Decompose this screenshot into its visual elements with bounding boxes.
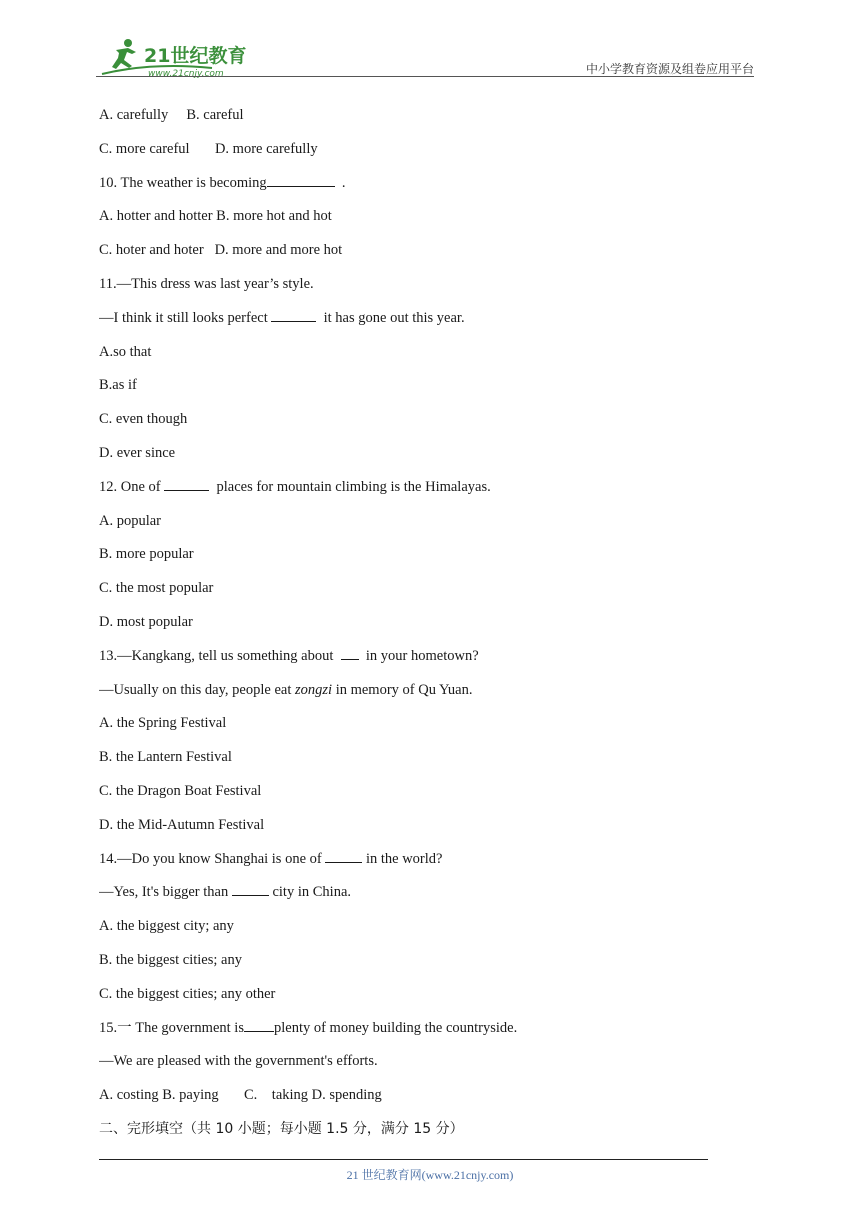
text-line [99,780,759,814]
text-line [99,746,759,780]
text-line [99,949,759,983]
text-segment: —We are pleased with the government's efforts. [99,1053,378,1070]
text-segment: C. even though [99,411,188,428]
text-line [99,104,759,138]
text-segment: A. costing B. paying C. taking D. spending [99,1087,382,1104]
text-line [99,138,759,172]
text-segment: B. the biggest cities; any [99,951,242,968]
text-segment: 15.一 The government is [99,1019,244,1036]
text-segment: A. the biggest city; any [99,918,234,935]
text-segment: C. the most popular [99,580,214,597]
platform-name: 中小学教育资源及组卷应用平台 [585,62,754,76]
text-segment: D. ever since [99,444,176,461]
text-segment: 12. One of [99,478,165,495]
text-segment: in memory of Qu Yuan. [332,681,473,698]
answer-blank [244,1017,274,1032]
logo-url: www.21cnjy.com [148,69,224,79]
text-segment: in your hometown? [358,647,479,664]
text-line [99,1084,759,1118]
text-line [99,577,759,611]
text-segment: A. the Spring Festival [99,715,227,732]
text-line [99,1017,759,1051]
text-line [99,307,759,341]
text-line [99,510,759,544]
text-line [99,915,759,949]
answer-blank [232,881,269,896]
text-line [99,1050,759,1084]
site-logo [92,36,262,80]
question-content [99,104,759,1152]
answer-blank [164,476,209,491]
text-line [99,476,759,510]
section-heading: 二、完形填空（共 10 小题；每小题 1.5 分，满分 15 分） [99,1120,464,1137]
text-line [99,848,759,882]
text-line [99,881,759,915]
text-segment: C. hoter and hoter D. more and more hot [99,242,343,259]
text-segment: 10. The weather is becoming [99,174,267,191]
text-line [99,712,759,746]
text-segment: C. more careful D. more carefully [99,140,318,157]
answer-blank [341,645,359,660]
text-segment: —Yes, It's bigger than [99,884,232,901]
text-line [99,1118,759,1152]
text-segment: B. more popular [99,546,194,563]
text-line [99,239,759,273]
italic-term: zongzi [294,681,333,698]
text-line [99,442,759,476]
text-segment: in the world? [362,850,443,867]
text-segment: —Usually on this day, people eat [99,681,295,698]
text-segment: plenty of money building the countryside. [273,1019,518,1036]
text-segment: 13.—Kangkang, tell us something about [99,647,341,664]
header-divider [96,76,754,77]
text-segment: 14.—Do you know Shanghai is one of [99,850,326,867]
text-line [99,814,759,848]
text-segment: places for mountain climbing is the Himalayas. [209,478,491,495]
logo-text: 21世纪教育 [144,45,247,67]
footer-credit: 21 世纪教育网(www.21cnjy.com) [346,1168,514,1182]
text-segment: . [334,174,346,191]
text-segment: C. the biggest cities; any other [99,985,276,1002]
text-segment: D. the Mid-Autumn Festival [99,816,265,833]
text-line [99,408,759,442]
footer-divider [99,1159,708,1160]
answer-blank [267,172,335,187]
text-line [99,205,759,239]
text-line [99,611,759,645]
text-line [99,543,759,577]
text-line [99,645,759,679]
text-line [99,679,759,713]
text-line [99,983,759,1017]
text-segment: A. carefully B. careful [99,107,244,123]
text-segment: —I think it still looks perfect [99,309,272,326]
text-segment: B.as if [99,377,137,394]
text-segment: it has gone out this year. [316,309,465,326]
text-segment: city in China. [268,884,352,901]
text-line [99,273,759,307]
answer-blank [325,848,362,863]
text-segment: A.so that [99,343,152,360]
text-segment: B. the Lantern Festival [99,749,232,766]
text-segment: A. hotter and hotter B. more hot and hot [99,208,332,225]
text-segment: 11.—This dress was last year’s style. [99,275,314,292]
text-segment: D. most popular [99,613,193,630]
text-line [99,341,759,375]
text-segment: C. the Dragon Boat Festival [99,782,262,799]
text-line [99,172,759,206]
answer-blank [271,307,316,322]
text-segment: A. popular [99,512,162,529]
text-line [99,374,759,408]
